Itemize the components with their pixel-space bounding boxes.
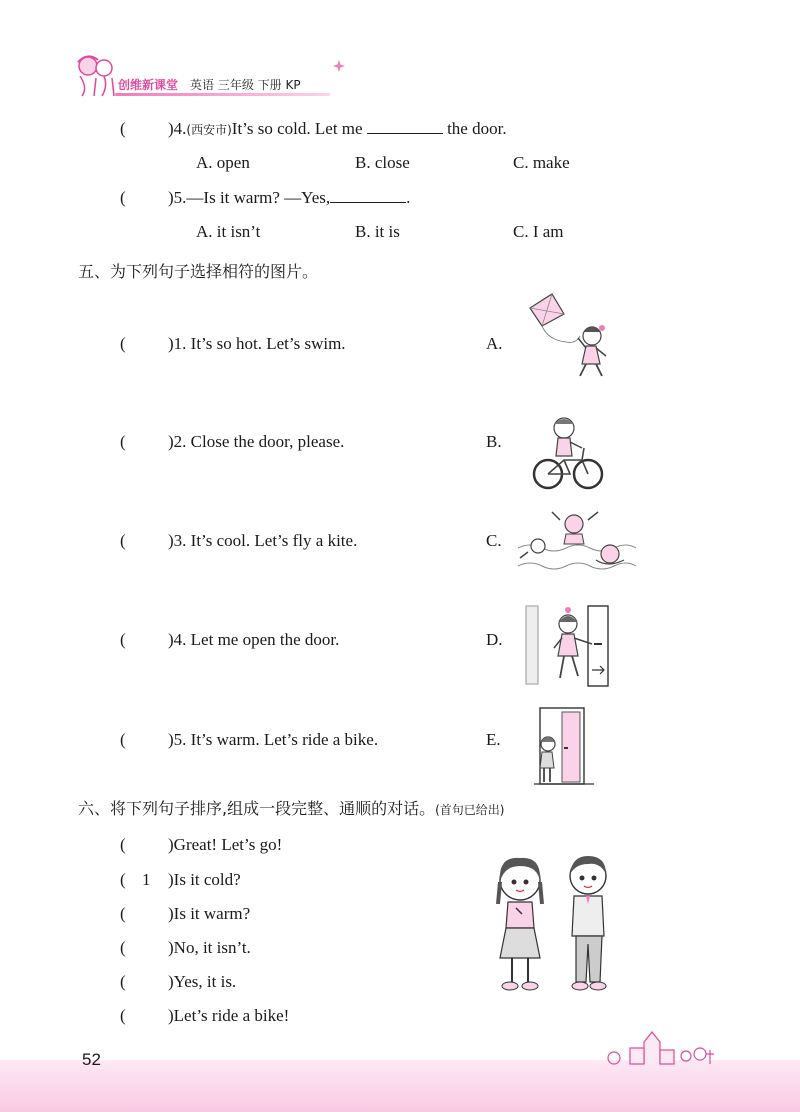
q4-option-b: B. close xyxy=(355,153,410,172)
s5-item4-text: )4. Let me open the door. xyxy=(168,630,340,649)
s6-item6-text: )Let’s ride a bike! xyxy=(168,1006,290,1025)
q4-number: )4. xyxy=(168,119,187,138)
s5-item5-text: )5. It’s warm. Let’s ride a bike. xyxy=(168,730,379,749)
q4-text-after: the door. xyxy=(442,119,507,138)
s6-item2-paren: ( xyxy=(120,870,126,889)
s5-item2-letter: B. xyxy=(486,432,502,451)
girl-opening-door-icon xyxy=(522,604,612,688)
s6-item4-text: )No, it isn’t. xyxy=(168,938,251,957)
s5-item1-text: )1. It’s so hot. Let’s swim. xyxy=(168,334,346,353)
s5-item3-letter: C. xyxy=(486,531,502,550)
q5-answer-blank[interactable] xyxy=(330,200,406,203)
s6-item5-paren: ( xyxy=(120,972,126,991)
q4-source: (西安市) xyxy=(186,123,232,137)
bike-boy-icon xyxy=(532,414,604,492)
s5-item3-paren: ( xyxy=(120,531,126,550)
s5-item5-paren: ( xyxy=(120,730,126,749)
q5-option-c: C. I am xyxy=(513,222,564,241)
s6-item6-paren: ( xyxy=(120,1006,126,1025)
q5-line xyxy=(168,188,410,208)
q5-text: —Is it warm? —Yes, xyxy=(186,188,331,207)
q4-answer-blank[interactable] xyxy=(367,131,443,134)
s5-item1-letter: A. xyxy=(486,334,503,353)
q5-option-b: B. it is xyxy=(355,222,400,241)
section6-title-text: 六、将下列句子排序,组成一段完整、通顺的对话。 xyxy=(78,799,436,818)
section5-title: 五、为下列句子选择相符的图片。 xyxy=(78,262,319,281)
header-brand: 创维新课堂 xyxy=(118,78,179,92)
swimming-kids-icon xyxy=(516,508,636,578)
s5-item1-paren: ( xyxy=(120,334,126,353)
header-rule xyxy=(115,93,330,96)
q4-paren: ( xyxy=(120,119,126,138)
s6-item2-answer[interactable]: 1 xyxy=(142,870,151,889)
s5-item5-letter: E. xyxy=(486,730,501,749)
header-subject: 英语 三年级 下册 KP xyxy=(190,78,301,92)
star-decoration-icon xyxy=(333,60,345,72)
header-kids-logo-icon xyxy=(72,52,120,98)
q4-line xyxy=(168,119,507,140)
s6-item1-paren: ( xyxy=(120,835,126,854)
s5-item2-text: )2. Close the door, please. xyxy=(168,432,345,451)
two-children-icon xyxy=(490,852,620,998)
s6-item4-paren: ( xyxy=(120,938,126,957)
boy-at-door-icon xyxy=(534,704,594,788)
kite-girl-icon xyxy=(522,290,614,380)
page-number: 52 xyxy=(82,1050,101,1069)
q5-option-a: A. it isn’t xyxy=(196,222,261,241)
s5-item2-paren: ( xyxy=(120,432,126,451)
section6-note: (首句已给出) xyxy=(435,803,505,817)
q4-option-a: A. open xyxy=(196,153,250,172)
q4-option-c: C. make xyxy=(513,153,570,172)
s6-item2-text: )Is it cold? xyxy=(168,870,241,889)
s5-item4-letter: D. xyxy=(486,630,503,649)
q5-number: )5. xyxy=(168,188,187,207)
q5-paren: ( xyxy=(120,188,126,207)
s5-item3-text: )3. It’s cool. Let’s fly a kite. xyxy=(168,531,358,550)
q5-end: . xyxy=(406,188,411,207)
section6-title xyxy=(78,799,504,820)
s6-item3-text: )Is it warm? xyxy=(168,904,251,923)
castle-decoration-icon xyxy=(600,1024,720,1066)
s6-item1-text: )Great! Let’s go! xyxy=(168,835,283,854)
s6-item3-paren: ( xyxy=(120,904,126,923)
s6-item5-text: )Yes, it is. xyxy=(168,972,237,991)
footer-band xyxy=(0,1060,800,1112)
q4-text-before: It’s so cold. Let me xyxy=(231,119,367,138)
s5-item4-paren: ( xyxy=(120,630,126,649)
